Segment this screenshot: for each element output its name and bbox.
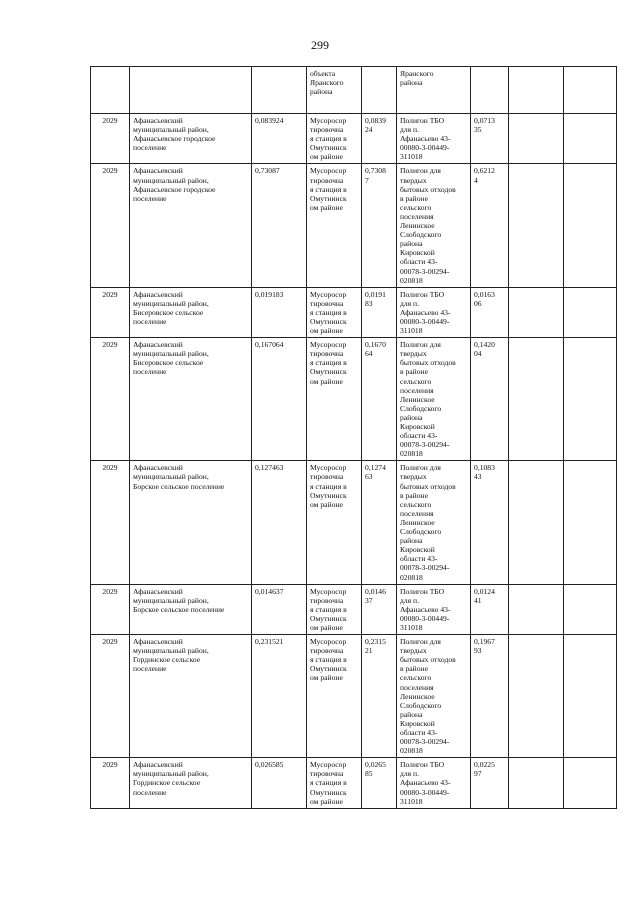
cell-empty (564, 287, 617, 337)
cell-line: Бисеровское сельское (133, 358, 204, 368)
cell-line: Мусоросор (310, 166, 347, 176)
municipality-cell (130, 758, 252, 808)
year-cell: 2029 (91, 584, 130, 634)
cell-line: 0,0191 (365, 289, 386, 299)
cell-line: поселение (133, 367, 167, 377)
cell-line: 0,0225 (474, 760, 495, 770)
table-row (91, 461, 617, 584)
cell-line: 0,0265 (365, 760, 386, 770)
cell-line: бытовых отходов (400, 358, 456, 368)
cell-line: тировочна (310, 298, 344, 308)
landfill-cell (397, 164, 471, 287)
cell-empty (509, 461, 564, 584)
cell-line: я станция в (310, 134, 347, 144)
cell-line: области 43- (400, 257, 438, 267)
volume-cell: 0,014637 (252, 584, 307, 634)
cell-line: я станция в (310, 604, 347, 614)
cell-line: 97 (474, 769, 482, 779)
volume-cell: 0,026585 (252, 758, 307, 808)
cell-empty (564, 758, 617, 808)
station-volume-cell (362, 287, 397, 337)
cell-line: Мусоросор (310, 116, 347, 125)
station-volume-cell (362, 114, 397, 164)
cell-line: Мусоросор (310, 760, 347, 770)
cell-line: 04 (474, 349, 482, 359)
cell-line: 311018 (400, 622, 423, 632)
cell-line: Афанасьевский (133, 289, 183, 299)
cell-line: Афанасьево 43- (400, 604, 451, 614)
cell-line: Полигон ТБО (400, 116, 445, 125)
municipality-cell (130, 164, 252, 287)
cell-line: в районе (400, 193, 428, 203)
cell-line: 85 (365, 769, 373, 779)
header-station-cell (307, 67, 362, 114)
cell-line: я станция в (310, 307, 347, 317)
cell-line: 83 (365, 298, 373, 308)
cell-line: 35 (474, 125, 482, 135)
station-volume-cell (362, 584, 397, 634)
table-row (91, 164, 617, 287)
cell-line: Бисеровское сельское (133, 307, 204, 317)
cell-line: 24 (365, 125, 373, 135)
cell-line: района (400, 709, 423, 719)
year-cell: 2029 (91, 114, 130, 164)
cell-line: Полигон ТБО (400, 289, 445, 299)
table-row (91, 338, 617, 461)
cell-empty (362, 67, 397, 114)
cell-line: в районе (400, 367, 428, 377)
cell-line: Афанасьевский (133, 166, 183, 176)
year-cell: 2029 (91, 287, 130, 337)
cell-line: 0,7308 (365, 166, 386, 176)
volume-cell: 0,127463 (252, 461, 307, 584)
cell-line: Ленинское (400, 221, 435, 231)
cell-empty (564, 635, 617, 758)
cell-empty (130, 67, 252, 114)
landfill-cell (397, 114, 471, 164)
cell-empty (509, 338, 564, 461)
cell-line: в районе (400, 490, 428, 500)
volume-cell: 0,019183 (252, 287, 307, 337)
cell-line: района (400, 536, 423, 546)
cell-line: сельского (400, 202, 432, 212)
cell-line: Омутнинск (310, 367, 347, 377)
cell-line: Слободского (400, 527, 442, 537)
cell-line: Полигон ТБО (400, 586, 445, 596)
cell-line: поселение (133, 787, 167, 797)
landfill-cell (397, 338, 471, 461)
volume-cell: 0,231521 (252, 635, 307, 758)
cell-empty (509, 67, 564, 114)
cell-line: Афанасьевский (133, 586, 183, 596)
municipality-cell (130, 287, 252, 337)
cell-line: Афанасьевский (133, 340, 183, 350)
cell-line: 0,1967 (474, 637, 495, 647)
cell-line: Кировской (400, 248, 435, 258)
cell-line: Афанасьевский (133, 463, 183, 473)
cell-line: Ленинское (400, 517, 435, 527)
cell-line: ом районе (310, 499, 343, 509)
cell-line: для п. (400, 125, 420, 135)
station-cell (307, 584, 362, 634)
cell-line: 0,0713 (474, 116, 495, 125)
landfill-volume-cell (471, 164, 509, 287)
cell-line: ом районе (310, 376, 343, 386)
cell-line: 63 (365, 472, 373, 482)
cell-line: Афанасьевский (133, 116, 183, 125)
cell-line: района (400, 239, 423, 249)
header-landfill-line: района (400, 78, 423, 88)
station-cell (307, 164, 362, 287)
cell-line: ом районе (310, 796, 343, 806)
year-cell: 2029 (91, 338, 130, 461)
table-row (91, 584, 617, 634)
cell-line: Афанасьево 43- (400, 134, 451, 144)
cell-line: муниципальный район, (133, 769, 209, 779)
cell-line: 00080-3-00449- (400, 613, 450, 623)
cell-line: Кировской (400, 718, 435, 728)
cell-line: для п. (400, 595, 420, 605)
cell-line: Афанасьевское городское (133, 134, 216, 144)
year-cell: 2029 (91, 461, 130, 584)
municipality-cell (130, 461, 252, 584)
cell-line: 00078-3-00294- (400, 440, 450, 450)
municipality-cell (130, 635, 252, 758)
cell-line: ом районе (310, 202, 343, 212)
cell-line: 0,6212 (474, 166, 495, 176)
cell-line: 4 (474, 175, 478, 185)
cell-line: 93 (474, 646, 482, 656)
cell-line: тировочна (310, 349, 344, 359)
cell-line: Полигон для (400, 637, 441, 647)
cell-line: я станция в (310, 481, 347, 491)
cell-line: Мусоросор (310, 340, 347, 350)
station-cell (307, 758, 362, 808)
cell-line: Ленинское (400, 691, 435, 701)
cell-line: 43 (474, 472, 482, 482)
cell-line: 00080-3-00449- (400, 316, 450, 326)
cell-line: Полигон для (400, 340, 441, 350)
cell-line: 06 (474, 298, 482, 308)
header-fragment-row (91, 67, 617, 114)
cell-line: я станция в (310, 778, 347, 788)
cell-line: Омутнинск (310, 316, 347, 326)
cell-line: бытовых отходов (400, 184, 456, 194)
cell-line: тировочна (310, 125, 344, 135)
cell-line: 00078-3-00294- (400, 563, 450, 573)
cell-line: я станция в (310, 358, 347, 368)
cell-line: Омутнинск (310, 490, 347, 500)
cell-line: 0,0146 (365, 586, 386, 596)
station-cell (307, 114, 362, 164)
cell-line: сельского (400, 673, 432, 683)
cell-line: 00080-3-00449- (400, 143, 450, 153)
cell-line: поселения (400, 508, 434, 518)
cell-line: Омутнинск (310, 664, 347, 674)
cell-line: бытовых отходов (400, 655, 456, 665)
cell-line: тировочна (310, 769, 344, 779)
cell-line: муниципальный район, (133, 646, 209, 656)
landfill-volume-cell (471, 287, 509, 337)
cell-line: твердых (400, 472, 427, 482)
cell-line: муниципальный район, (133, 349, 209, 359)
cell-line: поселение (133, 664, 167, 674)
municipality-cell (130, 584, 252, 634)
station-volume-cell (362, 758, 397, 808)
volume-cell: 0,083924 (252, 114, 307, 164)
cell-line: области 43- (400, 431, 438, 441)
cell-line: 020818 (400, 746, 423, 756)
cell-empty (564, 164, 617, 287)
table-row (91, 758, 617, 808)
cell-line: 00078-3-00294- (400, 737, 450, 747)
cell-line: твердых (400, 349, 427, 359)
cell-line: Слободского (400, 700, 442, 710)
landfill-volume-cell (471, 758, 509, 808)
cell-line: 0,1083 (474, 463, 495, 473)
cell-line: Кировской (400, 422, 435, 431)
landfill-volume-cell (471, 584, 509, 634)
cell-line: Кировской (400, 545, 435, 555)
cell-line: ом районе (310, 152, 343, 162)
cell-empty (509, 287, 564, 337)
cell-line: 64 (365, 349, 373, 359)
cell-empty (509, 584, 564, 634)
cell-line: Слободского (400, 403, 442, 413)
cell-line: 0,1420 (474, 340, 495, 350)
cell-empty (564, 461, 617, 584)
cell-line: 0,1274 (365, 463, 386, 473)
landfill-cell (397, 758, 471, 808)
cell-line: Полигон для (400, 463, 441, 473)
cell-empty (509, 114, 564, 164)
cell-line: я станция в (310, 655, 347, 665)
municipality-cell (130, 114, 252, 164)
cell-line: поселения (400, 211, 434, 221)
cell-line: Афанасьевский (133, 760, 183, 770)
cell-line: Афанасьевский (133, 637, 183, 647)
cell-line: Афанасьево 43- (400, 307, 451, 317)
cell-empty (564, 114, 617, 164)
landfill-cell (397, 584, 471, 634)
cell-empty (564, 584, 617, 634)
landfill-cell (397, 635, 471, 758)
landfill-cell (397, 287, 471, 337)
header-station-line: района (310, 87, 333, 97)
cell-line: Афанасьевское городское (133, 184, 216, 194)
cell-line: 0,2315 (365, 637, 386, 647)
cell-line: Гординское сельское (133, 778, 201, 788)
cell-empty (509, 164, 564, 287)
cell-line: Мусоросор (310, 463, 347, 473)
cell-line: Ленинское (400, 394, 435, 404)
cell-line: Борское сельское поселение (133, 481, 225, 491)
cell-line: сельского (400, 376, 432, 386)
station-volume-cell (362, 164, 397, 287)
cell-line: ом районе (310, 326, 343, 336)
cell-line: для п. (400, 769, 420, 779)
cell-empty (252, 67, 307, 114)
cell-line: 020818 (400, 572, 423, 582)
cell-line: Омутнинск (310, 143, 347, 153)
year-cell: 2029 (91, 635, 130, 758)
page-number: 299 (311, 38, 329, 52)
cell-line: 020818 (400, 449, 423, 459)
cell-line: Омутнинск (310, 193, 347, 203)
cell-line: Слободского (400, 230, 442, 240)
station-volume-cell (362, 461, 397, 584)
cell-line: области 43- (400, 728, 438, 737)
cell-empty (91, 67, 130, 114)
cell-line: поселение (133, 143, 167, 153)
cell-line: 41 (474, 595, 482, 605)
station-cell (307, 338, 362, 461)
cell-line: 020818 (400, 275, 423, 285)
cell-line: Омутнинск (310, 787, 347, 797)
cell-line: поселения (400, 682, 434, 692)
cell-line: Полигон ТБО (400, 760, 445, 770)
cell-line: муниципальный район, (133, 175, 209, 185)
landfill-cell (397, 461, 471, 584)
cell-line: 0,0163 (474, 289, 495, 299)
cell-empty (564, 338, 617, 461)
cell-empty (564, 67, 617, 114)
cell-line: 0,1670 (365, 340, 386, 350)
header-station-line: объекта (310, 69, 336, 78)
station-cell (307, 635, 362, 758)
cell-line: района (400, 412, 423, 422)
cell-line: 311018 (400, 152, 423, 162)
cell-line: я станция в (310, 184, 347, 194)
cell-line: поселение (133, 193, 167, 203)
cell-line: 21 (365, 646, 373, 656)
station-cell (307, 461, 362, 584)
cell-empty (509, 635, 564, 758)
station-volume-cell (362, 635, 397, 758)
cell-line: Афанасьево 43- (400, 778, 451, 788)
cell-line: бытовых отходов (400, 481, 456, 491)
table-row (91, 114, 617, 164)
cell-empty (509, 758, 564, 808)
cell-line: Гординское сельское (133, 655, 201, 665)
cell-line: муниципальный район, (133, 595, 209, 605)
volume-cell: 0,167064 (252, 338, 307, 461)
cell-empty (471, 67, 509, 114)
cell-line: 37 (365, 595, 373, 605)
landfill-volume-cell (471, 635, 509, 758)
cell-line: 311018 (400, 796, 423, 806)
cell-line: твердых (400, 175, 427, 185)
cell-line: области 43- (400, 554, 438, 564)
cell-line: Мусоросор (310, 586, 347, 596)
cell-line: ом районе (310, 673, 343, 683)
cell-line: ом районе (310, 622, 343, 632)
cell-line: тировочна (310, 472, 344, 482)
cell-line: Омутнинск (310, 613, 347, 623)
cell-line: муниципальный район, (133, 298, 209, 308)
cell-line: 311018 (400, 326, 423, 336)
station-cell (307, 287, 362, 337)
year-cell: 2029 (91, 164, 130, 287)
cell-line: 00078-3-00294- (400, 266, 450, 276)
cell-line: 00080-3-00449- (400, 787, 450, 797)
municipality-cell (130, 338, 252, 461)
volume-cell: 0,73087 (252, 164, 307, 287)
cell-line: 7 (365, 175, 369, 185)
landfill-volume-cell (471, 461, 509, 584)
cell-line: для п. (400, 298, 420, 308)
year-cell: 2029 (91, 758, 130, 808)
waste-flow-table (90, 66, 617, 809)
cell-line: твердых (400, 646, 427, 656)
cell-line: в районе (400, 664, 428, 674)
cell-line: тировочна (310, 595, 344, 605)
cell-line: Полигон для (400, 166, 441, 176)
header-landfill-line: Яранского (400, 69, 434, 78)
cell-line: тировочна (310, 175, 344, 185)
landfill-volume-cell (471, 338, 509, 461)
cell-line: сельского (400, 499, 432, 509)
station-volume-cell (362, 338, 397, 461)
table-row (91, 287, 617, 337)
cell-line: 0,0124 (474, 586, 495, 596)
cell-line: Борское сельское поселение (133, 604, 225, 614)
cell-line: Мусоросор (310, 637, 347, 647)
table-row (91, 635, 617, 758)
cell-line: поселения (400, 385, 434, 395)
header-landfill-cell (397, 67, 471, 114)
cell-line: поселение (133, 316, 167, 326)
cell-line: тировочна (310, 646, 344, 656)
landfill-volume-cell (471, 114, 509, 164)
header-station-line: Яранского (310, 78, 344, 88)
cell-line: 0,0839 (365, 116, 386, 125)
cell-line: муниципальный район, (133, 125, 209, 135)
cell-line: Мусоросор (310, 289, 347, 299)
cell-line: муниципальный район, (133, 472, 209, 482)
